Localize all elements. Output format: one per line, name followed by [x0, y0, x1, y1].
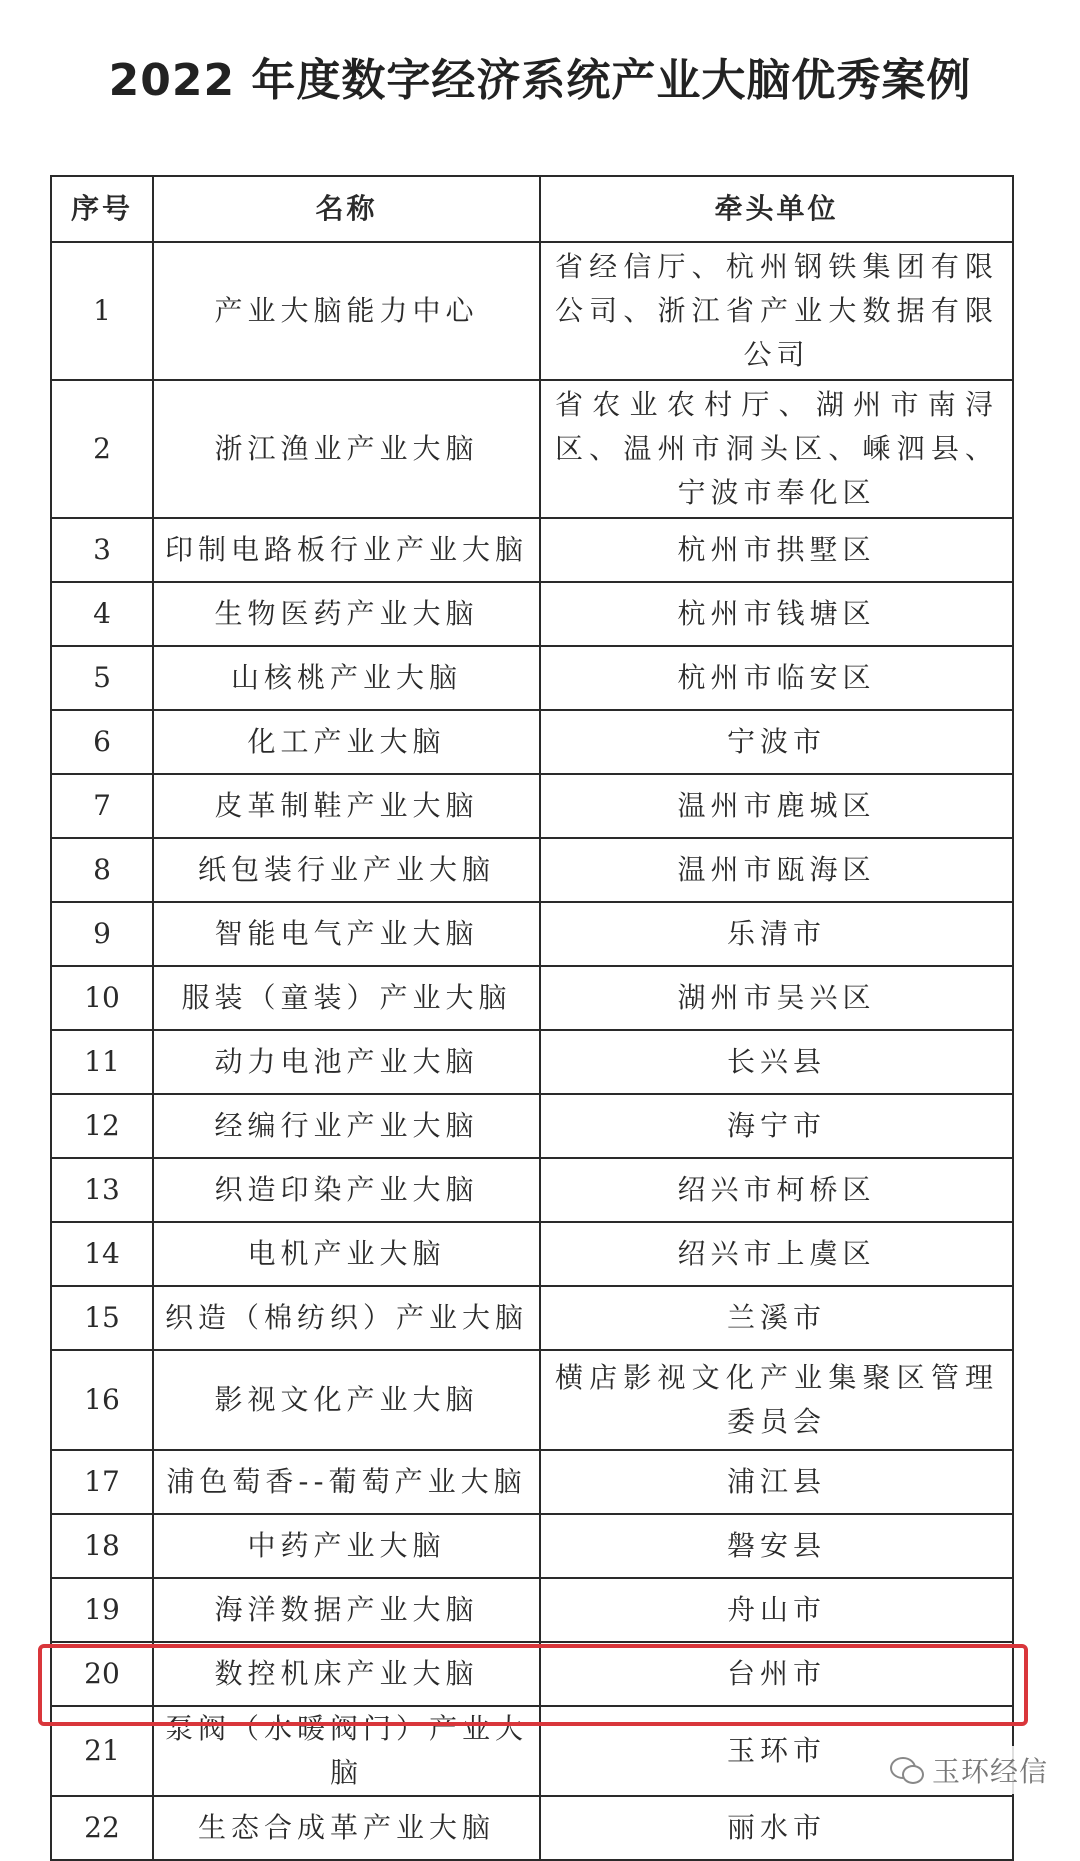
table-row: [51, 1286, 1013, 1350]
cell-org: 省经信厅、杭州钢铁集团有限公司、浙江省产业大数据有限公司: [540, 242, 1013, 380]
cell-num: 16: [51, 1350, 153, 1450]
cell-org: 杭州市拱墅区: [540, 518, 1013, 582]
header-org: 牵头单位: [540, 176, 1013, 242]
table-row: [51, 242, 1013, 380]
header-num: 序号: [51, 176, 153, 242]
cell-num: 20: [51, 1642, 153, 1706]
table-row: [51, 1578, 1013, 1642]
table-row: [51, 1030, 1013, 1094]
cell-org: 台州市: [540, 1642, 1013, 1706]
table-row: [51, 518, 1013, 582]
cell-num: 15: [51, 1286, 153, 1350]
page-title: 2022 年度数字经济系统产业大脑优秀案例: [108, 55, 972, 106]
cell-name: 智能电气产业大脑: [153, 902, 540, 966]
table-row: [51, 1450, 1013, 1514]
cell-num: 14: [51, 1222, 153, 1286]
cell-num: 2: [51, 380, 153, 518]
header-name: 名称: [153, 176, 540, 242]
cell-name: 产业大脑能力中心: [153, 242, 540, 380]
cell-name: 织造（棉纺织）产业大脑: [153, 1286, 540, 1350]
cell-org: 长兴县: [540, 1030, 1013, 1094]
cell-org: 温州市瓯海区: [540, 838, 1013, 902]
cell-org: 兰溪市: [540, 1286, 1013, 1350]
cell-num: 1: [51, 242, 153, 380]
cell-num: 5: [51, 646, 153, 710]
table-row: [51, 1222, 1013, 1286]
watermark: [882, 1746, 1056, 1794]
cell-name: 服装（童装）产业大脑: [153, 966, 540, 1030]
cell-name: 生物医药产业大脑: [153, 582, 540, 646]
cell-org: 磐安县: [540, 1514, 1013, 1578]
cell-name: 生态合成革产业大脑: [153, 1796, 540, 1860]
cell-org: 海宁市: [540, 1094, 1013, 1158]
cell-num: 3: [51, 518, 153, 582]
table-row: [51, 1094, 1013, 1158]
watermark-text: 玉环经信: [931, 1755, 1048, 1788]
cell-num: 17: [51, 1450, 153, 1514]
table-row: [51, 380, 1013, 518]
cell-num: 4: [51, 582, 153, 646]
table-row: [51, 582, 1013, 646]
cell-name: 动力电池产业大脑: [153, 1030, 540, 1094]
cell-name: 海洋数据产业大脑: [153, 1578, 540, 1642]
cell-name: 纸包装行业产业大脑: [153, 838, 540, 902]
cell-org: 丽水市: [540, 1796, 1013, 1860]
cell-org: 湖州市吴兴区: [540, 966, 1013, 1030]
table-header-row: [51, 176, 1013, 242]
cell-org: 绍兴市上虞区: [540, 1222, 1013, 1286]
cell-org: 横店影视文化产业集聚区管理委员会: [540, 1350, 1013, 1450]
cell-num: 8: [51, 838, 153, 902]
cell-num: 6: [51, 710, 153, 774]
cell-org: 宁波市: [540, 710, 1013, 774]
cell-name: 印制电路板行业产业大脑: [153, 518, 540, 582]
cell-name: 化工产业大脑: [153, 710, 540, 774]
cell-num: 21: [51, 1706, 153, 1796]
cell-name: 浙江渔业产业大脑: [153, 380, 540, 518]
cell-name: 皮革制鞋产业大脑: [153, 774, 540, 838]
table-row-highlighted: [51, 1706, 1013, 1796]
wechat-icon: [890, 1757, 924, 1783]
cell-org: 温州市鹿城区: [540, 774, 1013, 838]
cell-name: 影视文化产业大脑: [153, 1350, 540, 1450]
cell-num: 7: [51, 774, 153, 838]
cell-num: 19: [51, 1578, 153, 1642]
table-row: [51, 646, 1013, 710]
cell-num: 10: [51, 966, 153, 1030]
cell-num: 11: [51, 1030, 153, 1094]
cell-name: 电机产业大脑: [153, 1222, 540, 1286]
cell-org: 杭州市临安区: [540, 646, 1013, 710]
cell-name: 数控机床产业大脑: [153, 1642, 540, 1706]
table-row: [51, 1642, 1013, 1706]
cell-name: 泵阀（水暖阀门）产业大脑: [153, 1706, 540, 1796]
cell-org: 玉环市: [540, 1706, 1013, 1796]
cell-org: 省农业农村厅、湖州市南浔区、温州市洞头区、嵊泗县、宁波市奉化区: [540, 380, 1013, 518]
table-row: [51, 1796, 1013, 1860]
cell-org: 舟山市: [540, 1578, 1013, 1642]
cell-name: 经编行业产业大脑: [153, 1094, 540, 1158]
cell-org: 浦江县: [540, 1450, 1013, 1514]
cell-org: 杭州市钱塘区: [540, 582, 1013, 646]
table-row: [51, 1350, 1013, 1450]
cell-num: 13: [51, 1158, 153, 1222]
cell-name: 织造印染产业大脑: [153, 1158, 540, 1222]
cases-table: [50, 175, 1014, 1861]
table-row: [51, 966, 1013, 1030]
table-row: [51, 838, 1013, 902]
cell-org: 乐清市: [540, 902, 1013, 966]
cell-org: 绍兴市柯桥区: [540, 1158, 1013, 1222]
cell-num: 18: [51, 1514, 153, 1578]
cell-name: 中药产业大脑: [153, 1514, 540, 1578]
table-row: [51, 774, 1013, 838]
cell-num: 9: [51, 902, 153, 966]
cell-num: 22: [51, 1796, 153, 1860]
cell-name: 山核桃产业大脑: [153, 646, 540, 710]
table-row: [51, 710, 1013, 774]
table-row: [51, 1514, 1013, 1578]
table-row: [51, 1158, 1013, 1222]
cell-name: 浦色萄香--葡萄产业大脑: [153, 1450, 540, 1514]
table-row: [51, 902, 1013, 966]
cell-num: 12: [51, 1094, 153, 1158]
